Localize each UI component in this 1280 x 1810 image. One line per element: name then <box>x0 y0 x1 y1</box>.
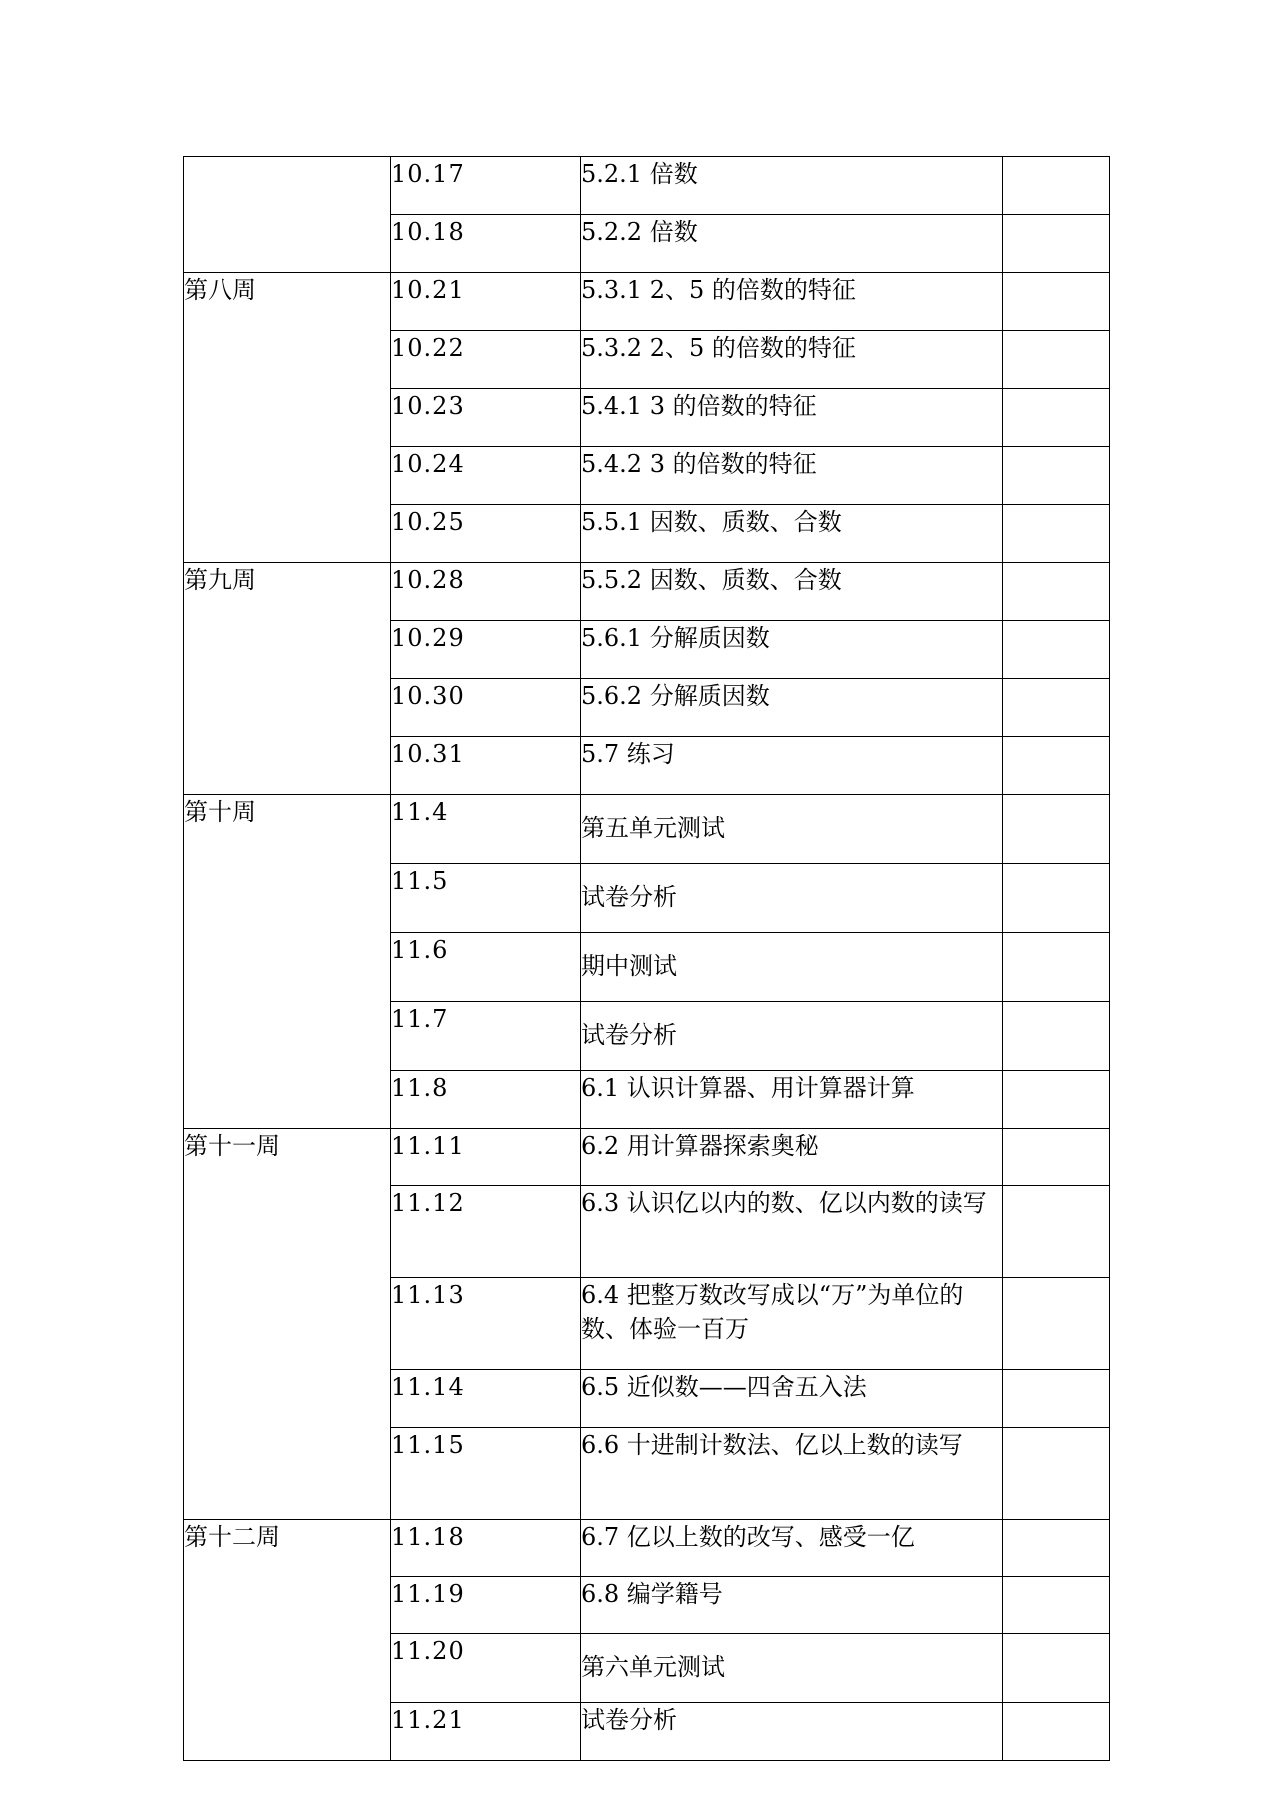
topic-cell: 6.8 编学籍号 <box>581 1577 1003 1634</box>
note-cell <box>1003 1002 1110 1071</box>
note-cell <box>1003 621 1110 679</box>
topic-cell: 5.5.1 因数、质数、合数 <box>581 505 1003 563</box>
table-row <box>184 1520 1110 1577</box>
date-cell: 11.6 <box>391 933 581 1002</box>
topic-cell: 6.3 认识亿以内的数、亿以内数的读写 <box>581 1186 1003 1278</box>
topic-cell: 5.5.2 因数、质数、合数 <box>581 563 1003 621</box>
date-cell: 11.21 <box>391 1703 581 1761</box>
week-cell: 第十一周 <box>184 1129 391 1520</box>
week-cell <box>184 157 391 273</box>
date-cell: 11.11 <box>391 1129 581 1186</box>
topic-cell: 5.7 练习 <box>581 737 1003 795</box>
topic-cell: 5.3.1 2、5 的倍数的特征 <box>581 273 1003 331</box>
note-cell <box>1003 679 1110 737</box>
date-cell: 11.18 <box>391 1520 581 1577</box>
topic-cell: 期中测试 <box>581 933 1003 1002</box>
week-cell: 第九周 <box>184 563 391 795</box>
topic-cell: 5.3.2 2、5 的倍数的特征 <box>581 331 1003 389</box>
topic-cell: 试卷分析 <box>581 1002 1003 1071</box>
note-cell <box>1003 1634 1110 1703</box>
date-cell: 10.28 <box>391 563 581 621</box>
topic-cell: 6.6 十进制计数法、亿以上数的读写 <box>581 1428 1003 1520</box>
date-cell: 10.21 <box>391 273 581 331</box>
topic-cell: 6.2 用计算器探索奥秘 <box>581 1129 1003 1186</box>
note-cell <box>1003 447 1110 505</box>
date-cell: 11.15 <box>391 1428 581 1520</box>
date-cell: 10.23 <box>391 389 581 447</box>
date-cell: 11.12 <box>391 1186 581 1278</box>
note-cell <box>1003 737 1110 795</box>
date-cell: 11.14 <box>391 1370 581 1428</box>
date-cell: 11.4 <box>391 795 581 864</box>
topic-cell: 5.4.2 3 的倍数的特征 <box>581 447 1003 505</box>
note-cell <box>1003 1071 1110 1129</box>
topic-cell: 5.6.1 分解质因数 <box>581 621 1003 679</box>
table-row <box>184 795 1110 864</box>
note-cell <box>1003 1370 1110 1428</box>
topic-cell: 5.2.1 倍数 <box>581 157 1003 215</box>
topic-cell: 试卷分析 <box>581 1703 1003 1761</box>
note-cell <box>1003 331 1110 389</box>
note-cell <box>1003 1703 1110 1761</box>
note-cell <box>1003 505 1110 563</box>
date-cell: 11.19 <box>391 1577 581 1634</box>
note-cell <box>1003 563 1110 621</box>
note-cell <box>1003 1278 1110 1370</box>
week-cell: 第八周 <box>184 273 391 563</box>
note-cell <box>1003 1428 1110 1520</box>
note-cell <box>1003 795 1110 864</box>
date-cell: 10.24 <box>391 447 581 505</box>
table-row <box>184 157 1110 215</box>
topic-cell: 5.6.2 分解质因数 <box>581 679 1003 737</box>
date-cell: 10.25 <box>391 505 581 563</box>
topic-cell: 5.2.2 倍数 <box>581 215 1003 273</box>
date-cell: 10.22 <box>391 331 581 389</box>
topic-cell: 第六单元测试 <box>581 1634 1003 1703</box>
note-cell <box>1003 1577 1110 1634</box>
note-cell <box>1003 1520 1110 1577</box>
topic-cell: 6.4 把整万数改写成以“万”为单位的数、体验一百万 <box>581 1278 1003 1370</box>
topic-cell: 第五单元测试 <box>581 795 1003 864</box>
date-cell: 10.17 <box>391 157 581 215</box>
topic-cell: 5.4.1 3 的倍数的特征 <box>581 389 1003 447</box>
table-row <box>184 273 1110 331</box>
date-cell: 11.8 <box>391 1071 581 1129</box>
note-cell <box>1003 1186 1110 1278</box>
note-cell <box>1003 389 1110 447</box>
note-cell <box>1003 273 1110 331</box>
note-cell <box>1003 933 1110 1002</box>
week-cell: 第十周 <box>184 795 391 1129</box>
week-cell: 第十二周 <box>184 1520 391 1761</box>
date-cell: 10.29 <box>391 621 581 679</box>
note-cell <box>1003 1129 1110 1186</box>
date-cell: 11.13 <box>391 1278 581 1370</box>
date-cell: 11.20 <box>391 1634 581 1703</box>
date-cell: 10.18 <box>391 215 581 273</box>
date-cell: 10.31 <box>391 737 581 795</box>
topic-cell: 6.5 近似数——四舍五入法 <box>581 1370 1003 1428</box>
note-cell <box>1003 215 1110 273</box>
note-cell <box>1003 864 1110 933</box>
date-cell: 10.30 <box>391 679 581 737</box>
topic-cell: 试卷分析 <box>581 864 1003 933</box>
table-row <box>184 563 1110 621</box>
note-cell <box>1003 157 1110 215</box>
topic-cell: 6.7 亿以上数的改写、感受一亿 <box>581 1520 1003 1577</box>
date-cell: 11.5 <box>391 864 581 933</box>
date-cell: 11.7 <box>391 1002 581 1071</box>
teaching-schedule-table <box>183 156 1110 1761</box>
table-row <box>184 1129 1110 1186</box>
topic-cell: 6.1 认识计算器、用计算器计算 <box>581 1071 1003 1129</box>
